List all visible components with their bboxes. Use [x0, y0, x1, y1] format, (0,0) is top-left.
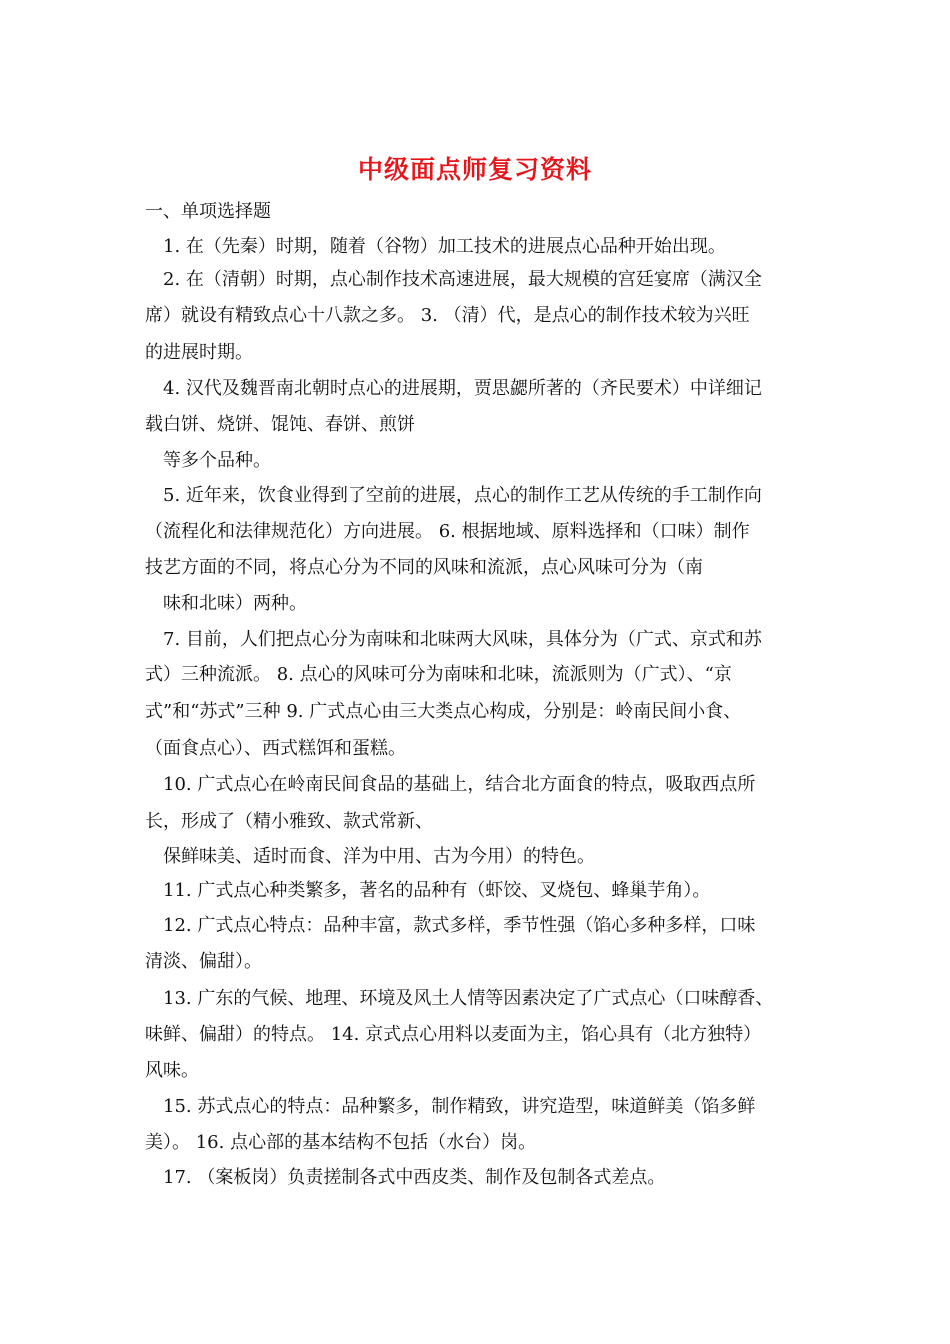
text-line: 13. 广东的气候、地理、环境及风土人情等因素决定了广式点心（口味醇香、 [163, 988, 774, 1009]
text-line: 1. 在（先秦）时期，随着（谷物）加工技术的进展点心品种开始出现。 [163, 236, 726, 257]
text-line: 5. 近年来，饮食业得到了空前的进展，点心的制作工艺从传统的手工制作向 [163, 485, 762, 506]
text-line: 味鲜、偏甜）的特点。 14. 京式点心用料以麦面为主，馅心具有（北方独特） [145, 1024, 762, 1045]
text-line: 长，形成了（精小雅致、款式常新、 [145, 811, 433, 832]
section-heading: 一、单项选择题 [145, 201, 271, 222]
text-line: 的进展时期。 [145, 342, 253, 363]
text-line: 式）三种流派。 8. 点心的风味可分为南味和北味，流派则为（广式）、“京 [145, 664, 732, 685]
text-line: 保鲜味美、适时而食、洋为中用、古为今用）的特色。 [163, 846, 595, 867]
text-line: 美）。 16. 点心部的基本结构不包括（水台）岗。 [145, 1132, 537, 1153]
text-line: 席）就设有精致点心十八款之多。 3. （清）代，是点心的制作技术较为兴旺 [145, 305, 750, 326]
text-line: 式”和“苏式”三种 9. 广式点心由三大类点心构成，分别是：岭南民间小食、 [145, 701, 742, 722]
text-line: 载白饼、烧饼、馄饨、春饼、煎饼 [145, 414, 415, 435]
text-line: 17. （案板岗）负责搓制各式中西皮类、制作及包制各式差点。 [163, 1167, 666, 1188]
text-line: 12. 广式点心特点：品种丰富，款式多样，季节性强（馅心多种多样，口味 [163, 915, 756, 936]
text-line: 技艺方面的不同，将点心分为不同的风味和流派，点心风味可分为（南 [145, 557, 703, 578]
text-line: 风味。 [145, 1060, 199, 1081]
text-line: 等多个品种。 [163, 450, 271, 471]
text-line: 10. 广式点心在岭南民间食品的基础上，结合北方面食的特点，吸取西点所 [163, 774, 756, 795]
text-line: 2. 在（清朝）时期，点心制作技术高速进展，最大规模的宫廷宴席（满汉全 [163, 269, 762, 290]
text-line: 15. 苏式点心的特点：品种繁多，制作精致，讲究造型，味道鲜美（馅多鲜 [163, 1096, 756, 1117]
text-line: 清淡、偏甜）。 [145, 951, 262, 972]
text-line: 11. 广式点心种类繁多，著名的品种有（虾饺、叉烧包、蜂巢芋角）。 [163, 880, 711, 901]
text-line: 4. 汉代及魏晋南北朝时点心的进展期，贾思勰所著的（齐民要术）中详细记 [163, 378, 762, 399]
text-line: （面食点心）、西式糕饵和蛋糕。 [145, 738, 406, 759]
document-title: 中级面点师复习资料 [357, 155, 592, 184]
text-line: 味和北味）两种。 [163, 593, 307, 614]
text-line: （流程化和法律规范化）方向进展。 6. 根据地域、原料选择和（口味）制作 [145, 521, 750, 542]
text-line: 7. 目前，人们把点心分为南味和北味两大风味，具体分为（广式、京式和苏 [163, 629, 762, 650]
